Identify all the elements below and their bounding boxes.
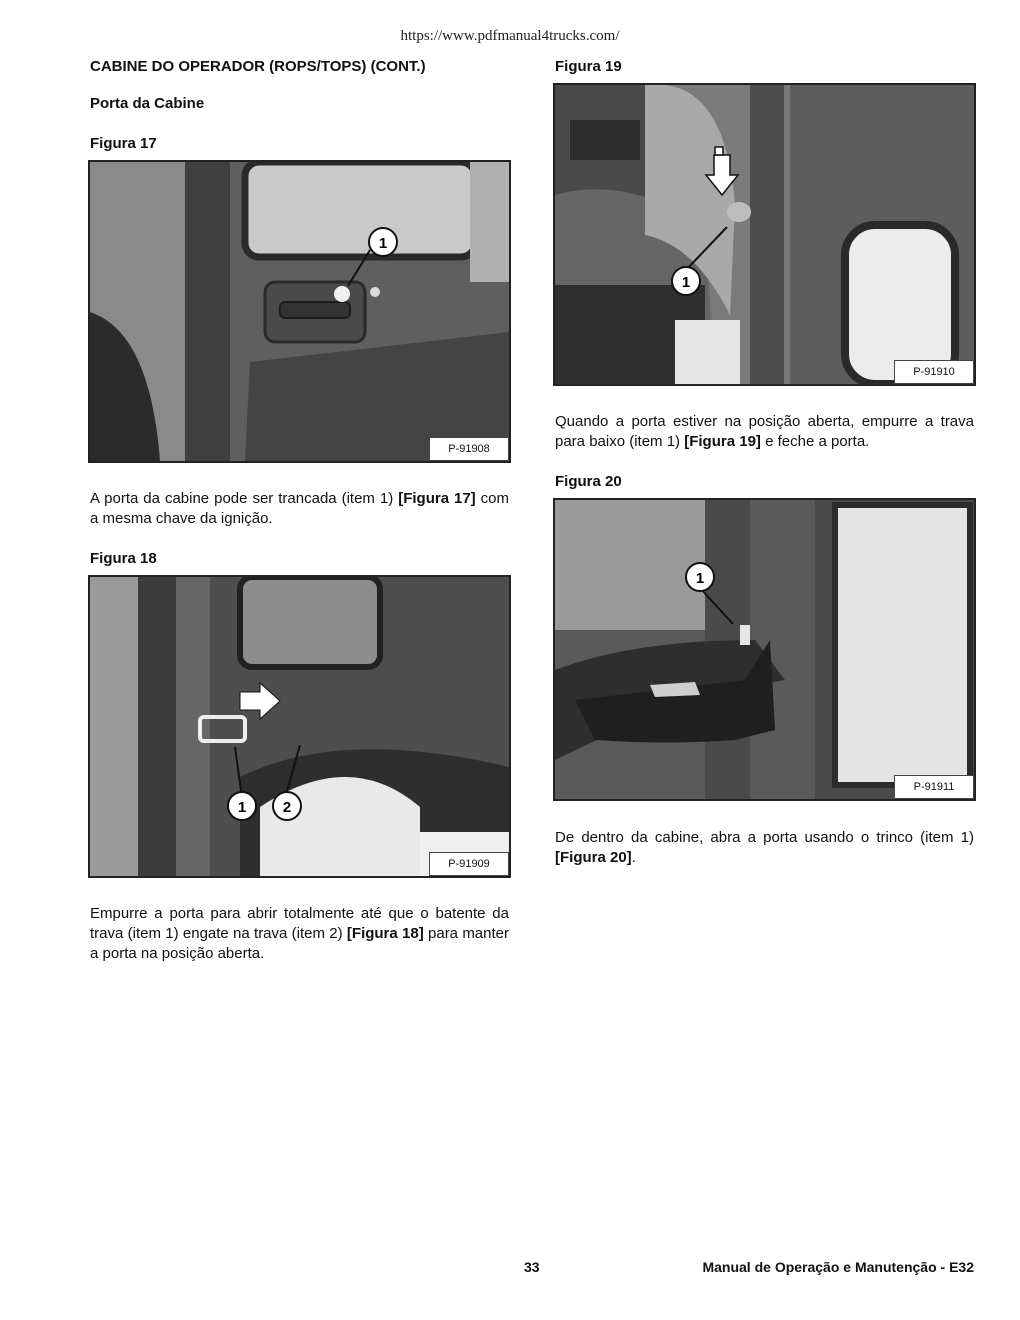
figure-17-photo	[88, 160, 511, 463]
callout-18-2: 2	[282, 799, 292, 816]
subsection-title: Porta da Cabine	[90, 95, 205, 112]
callout-20-1: 1	[695, 570, 705, 587]
paragraph-20: De dentro da cabine, abra a porta usando o trinco (item 1) [Figura 20].	[555, 829, 974, 866]
figure-17-code: P-91908	[429, 437, 509, 461]
callout-19-1: 1	[681, 274, 691, 291]
figure-19-photo	[553, 83, 976, 386]
callout-17-1: 1	[378, 235, 388, 252]
paragraph-19: Quando a porta estiver na posição aberta, empurre a trava para baixo (item 1) [Figura 19] e feche a porta.	[555, 413, 974, 450]
manual-title: Manual de Operação e Manutenção - E32	[702, 1259, 974, 1275]
paragraph-17: A porta da cabine pode ser trancada (item 1) [Figura 17] com a mesma chave da ignição.	[90, 490, 509, 527]
figure-20-code: P-91911	[894, 775, 974, 799]
figure-18-label: Figura 18	[90, 550, 157, 567]
paragraph-18: Empurre a porta para abrir totalmente até que o batente da trava (item 1) engate na trava (item 2) [Figura 18] para manter a porta na posição aberta.	[90, 905, 510, 962]
figure-19-label: Figura 19	[555, 58, 622, 75]
figure-18-photo	[88, 575, 511, 878]
figure-20-photo	[553, 498, 976, 801]
section-title: CABINE DO OPERADOR (ROPS/TOPS) (CONT.)	[90, 58, 426, 75]
figure-20-label: Figura 20	[555, 473, 622, 490]
figure-19-code: P-91910	[894, 360, 974, 384]
figure-18-code: P-91909	[429, 852, 509, 876]
page-number: 33	[524, 1259, 540, 1275]
source-url: https://www.pdfmanual4trucks.com/	[400, 28, 620, 44]
figure-17-label: Figura 17	[90, 135, 157, 152]
callout-18-1: 1	[237, 799, 247, 816]
